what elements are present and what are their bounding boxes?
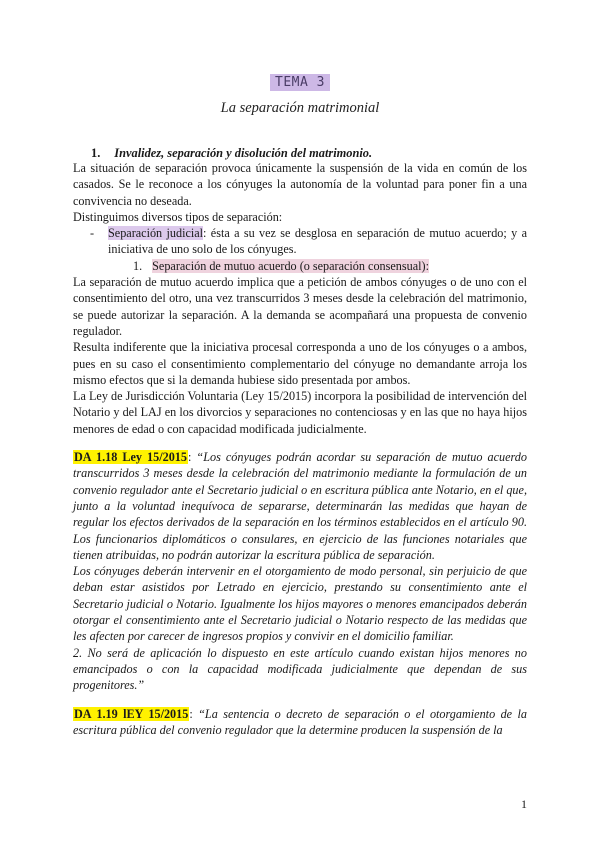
paragraph: La separación de mutuo acuerdo implica que a petición de ambos cónyuges o de uno con el consentimiento del otro, una vez transcurridos 3 meses desde la celebración del matrimonio, se puede autorizar la separación. A la demanda se acompañará una propuesta de convenio regulador. (73, 275, 527, 338)
list-item-text: : ésta a su vez se desglosa en separación de mutuo acuerdo; y a iniciativa de uno solo de los cónyuges. (108, 226, 527, 257)
topic-title: TEMA 3 (270, 74, 330, 91)
paragraph: La Ley de Jurisdicción Voluntaria (Ley 15/2015) incorpora la posibilidad de intervención del Notario y del LAJ en los divorcios y separaciones no contenciosas y en las que no haya hijos menores de edad o con capacidad modificada judicialmente. (73, 389, 527, 436)
colon: : (187, 450, 192, 465)
quote-text: “La sentencia o decreto de separación o el otorgamiento de la escritura pública del convenio regulador que la determine producen la suspensión de la (73, 706, 527, 737)
paragraph: La situación de separación provoca únicamente la suspensión de la vida en común de los casados. Se le reconoce a los cónyuges la autonomía de la voluntad para poner fin a una convivencia no deseada. (73, 161, 527, 208)
highlighted-term (152, 259, 429, 273)
highlighted-term: Separación judicial (108, 226, 204, 241)
legal-reference: DA 1.19 lEY 15/2015 (74, 706, 189, 721)
paragraph: Distinguimos diversos tipos de separación: (73, 209, 283, 224)
legal-quote (73, 706, 527, 739)
numbered-item (73, 258, 527, 274)
numbered-item-label: Separación de mutuo acuerdo (o separación consensual) (152, 258, 426, 273)
quote-text: Los cónyuges deberán intervenir en el otorgamiento de modo personal, sin perjuicio de que deban estar asistidos por Letrado en ejercicio, prestando su consentimiento ante el Secretario judicial o Notario. Igualmente los hijos mayores o menores emancipados deberán otorgar el consentimiento ante el Secretario judicial o Notario respecto de las medidas que les afecten por carecer de ingresos propios y convivir en el domicilio familiar. (73, 564, 527, 644)
body-text (73, 160, 527, 738)
section-heading (91, 146, 372, 161)
topic-label (0, 73, 600, 91)
page-number: 1 (521, 797, 527, 811)
legal-reference: DA 1.18 Ley 15/2015 (74, 450, 187, 465)
dash-bullet: - (90, 226, 95, 241)
list-item (73, 225, 527, 258)
legal-quote (73, 449, 527, 563)
quote-text: 2. No será de aplicación lo dispuesto en este artículo cuando existan hijos menores no emancipados o con la capacidad modificada judicialmente que dependan de sus progenitores.” (73, 645, 527, 693)
item-number: 1. (133, 258, 143, 273)
paragraph: Resulta indiferente que la iniciativa procesal corresponda a uno de los cónyuges o a ambos, pues en su caso el consentimiento complementario del cónyuge no demandante arroja los mismo efectos que si la demanda hubiese sido presentada por ambos. (73, 340, 527, 387)
document-subtitle: La separación matrimonial (220, 100, 380, 116)
section-title: Invalidez, separación y disolución del matrimonio. (114, 146, 373, 160)
colon: : (425, 258, 429, 273)
colon: : (189, 706, 193, 721)
section-number: 1. (91, 146, 101, 160)
quote-text: “Los cónyuges podrán acordar su separación de mutuo acuerdo transcurridos 3 meses desde la celebración del matrimonio mediante la formulación de un convenio regulador ante el Secretario judicial o en escritura pública ante Notario, en el que, junto a la voluntad inequívoca de separarse, determinarán las medidas que hayan de regular los efectos derivados de la separación en los términos establecidos en el artículo 90. Los funcionarios diplomáticos o consulares, en ejercicio de las funciones notariales que tienen atribuidas, no podrán autorizar la escritura pública de separación. (73, 450, 527, 562)
